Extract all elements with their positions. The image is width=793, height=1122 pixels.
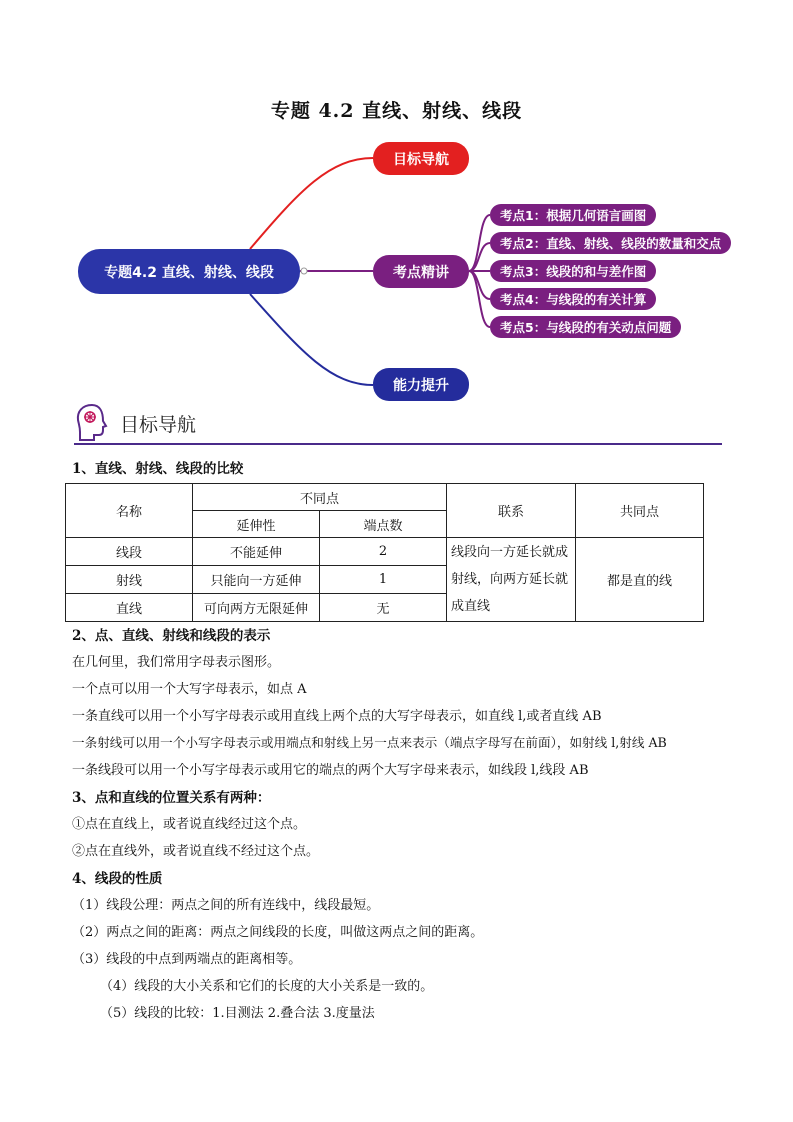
mindmap-leaf-1: 考点1：根据几何语言画图 [490,204,656,226]
mindmap-leaf-2: 考点2：直线、射线、线段的数量和交点 [490,232,731,254]
paragraph: （4）线段的大小关系和它们的长度的大小关系是一致的。 [100,979,434,994]
mindmap-root: 专题4.2 直线、射线、线段 [78,249,300,294]
row-extend: 只能向一方延伸 [193,566,320,594]
table-header-name: 名称 [66,484,193,538]
row-endpoints: 2 [320,538,447,566]
row-extend: 不能延伸 [193,538,320,566]
comparison-table [65,483,704,622]
table-contact-cell: 线段向一方延长就成射线，向两方延长就成直线 [447,538,576,622]
mindmap-leaf-3: 考点3：线段的和与差作图 [490,260,656,282]
table-header-extend: 延伸性 [193,511,320,538]
paragraph: （3）线段的中点到两端点的距离相等。 [72,952,302,967]
paragraph: 一条射线可以用一个小写字母表示或用端点和射线上另一点来表示（端点字母写在前面），如射线 l,射线 AB [72,735,667,750]
mindmap-leaf-4: 考点4：与线段的有关计算 [490,288,656,310]
row-extend: 可向两方无限延伸 [193,594,320,622]
heading-4: 4、线段的性质 [72,871,163,887]
mindmap-branch-goal: 目标导航 [373,142,469,175]
paragraph: 一条线段可以用一个小写字母表示或用它的端点的两个大写字母来表示，如线段 l,线段 AB [72,763,589,778]
row-endpoints: 1 [320,566,447,594]
table-common-cell: 都是直的线 [576,538,704,622]
brain-head-icon [74,402,110,442]
heading-3: 3、点和直线的位置关系有两种： [72,790,271,806]
paragraph: （1）线段公理：两点之间的所有连线中，线段最短。 [72,898,380,913]
table-header-common: 共同点 [576,484,704,538]
table-header-endpoints: 端点数 [320,511,447,538]
paragraph: （5）线段的比较：1.目测法 2.叠合法 3.度量法 [100,1006,375,1021]
row-endpoints: 无 [320,594,447,622]
table-header-contact: 联系 [447,484,576,538]
section-divider [74,443,722,445]
table-header-diff: 不同点 [193,484,447,511]
row-name: 射线 [66,566,193,594]
paragraph: （2）两点之间的距离：两点之间线段的长度，叫做这两点之间的距离。 [72,925,484,940]
table-row [66,538,704,566]
paragraph: 在几何里，我们常用字母表示图形。 [72,655,281,670]
heading-2: 2、点、直线、射线和线段的表示 [72,628,271,644]
page-title: 专题 4.2 直线、射线、线段 [270,100,523,122]
row-name: 直线 [66,594,193,622]
section-title: 目标导航 [120,414,197,436]
mindmap-branch-points: 考点精讲 [373,255,469,288]
heading-1: 1、直线、射线、线段的比较 [72,461,244,477]
paragraph: ①点在直线上，或者说直线经过这个点。 [72,817,307,832]
mindmap-connectors [0,0,793,420]
section-heading [74,402,724,446]
mindmap-branch-ability: 能力提升 [373,368,469,401]
paragraph: 一条直线可以用一个小写字母表示或用直线上两个点的大写字母表示，如直线 l,或者直线 AB [72,709,602,724]
paragraph: ②点在直线外，或者说直线不经过这个点。 [72,844,320,859]
row-name: 线段 [66,538,193,566]
mindmap-leaf-5: 考点5：与线段的有关动点问题 [490,316,681,338]
paragraph: 一个点可以用一个大写字母表示，如点 A [72,682,307,697]
